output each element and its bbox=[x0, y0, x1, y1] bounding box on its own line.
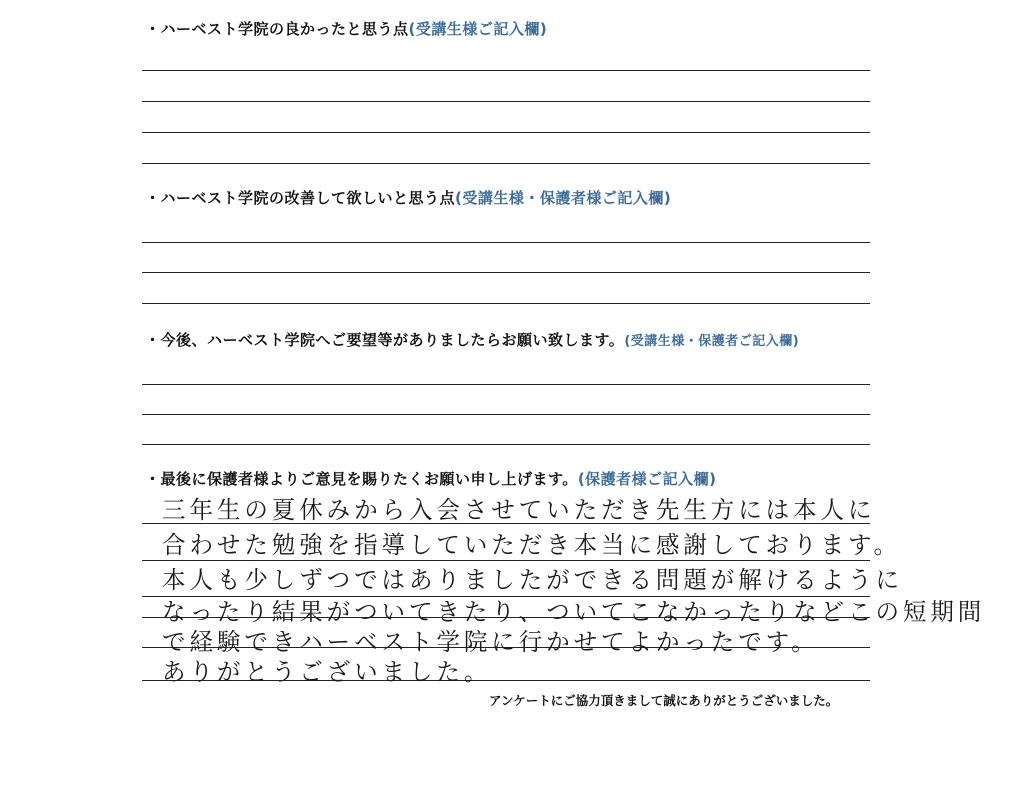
question-note: (保護者様ご記入欄) bbox=[577, 470, 717, 488]
handwritten-line: 合わせた勉強を指導していただき本当に感謝しております。 bbox=[162, 531, 901, 559]
answer-line bbox=[142, 384, 870, 385]
handwritten-line: で経験できハーベスト学院に行かせてよかったです。 bbox=[162, 628, 819, 656]
handwritten-line: ありがとうございました。 bbox=[162, 658, 492, 686]
question-parent-opinion bbox=[145, 468, 717, 489]
answer-line bbox=[142, 242, 870, 243]
question-text: ・ハーベスト学院の改善して欲しいと思う点 bbox=[145, 189, 456, 207]
answer-line bbox=[142, 132, 870, 133]
answer-line bbox=[142, 444, 870, 445]
handwritten-line: 本人も少しずつではありましたができる問題が解けるように bbox=[162, 566, 903, 594]
answer-line bbox=[142, 414, 870, 415]
handwritten-line: 三年生の夏休みから入会させていただき先生方には本人に bbox=[162, 496, 876, 524]
answer-line bbox=[142, 101, 870, 102]
question-text: ・最後に保護者様よりご意見を賜りたくお願い申し上げます。 bbox=[145, 470, 578, 488]
question-note: (受講生様・保護者様ご記入欄) bbox=[455, 189, 672, 207]
question-text: ・今後、ハーベスト学院へご要望等がありましたらお願い致します。 bbox=[145, 331, 625, 349]
question-improvements bbox=[145, 187, 671, 208]
answer-line bbox=[142, 272, 870, 273]
thank-you-footer: アンケートにご協力頂きまして誠にありがとうございました。 bbox=[489, 693, 839, 708]
question-text: ・ハーベスト学院の良かったと思う点 bbox=[145, 20, 409, 38]
question-requests bbox=[145, 329, 799, 350]
question-note: (受講生様ご記入欄) bbox=[408, 20, 548, 38]
answer-line bbox=[142, 303, 870, 304]
answer-line bbox=[142, 163, 870, 164]
question-note: (受講生様・保護者ご記入欄) bbox=[624, 334, 800, 349]
answer-line bbox=[142, 70, 870, 71]
handwritten-line: なったり結果がついてきたり、ついてこなかったりなどこの短期間 bbox=[162, 598, 986, 626]
question-good-points bbox=[145, 18, 547, 39]
